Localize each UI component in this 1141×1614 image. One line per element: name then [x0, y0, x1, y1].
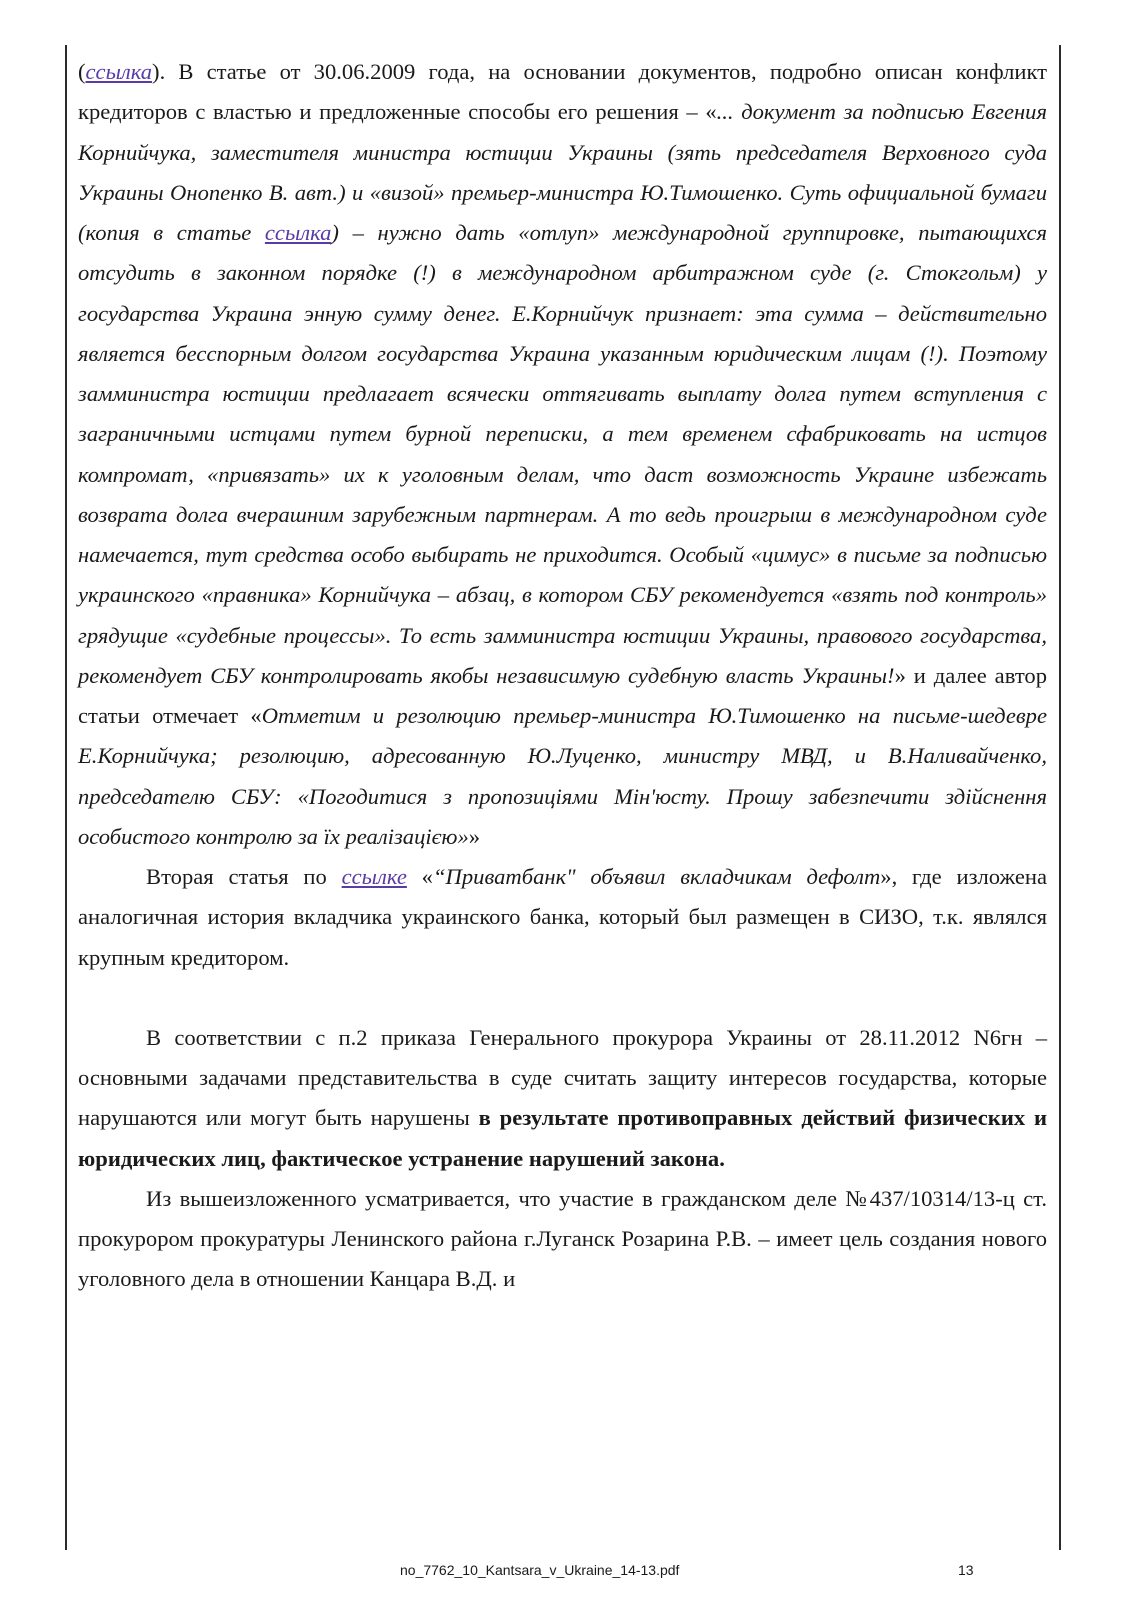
- paragraph-article-quote: [78, 52, 1047, 857]
- page-footer: [0, 1560, 1141, 1584]
- text-run: Из вышеизложенного усматривается, что участие в гражданском деле №437/10314/13-ц ст. прокурором прокуратуры Ленинского района г.Луганск Розарина Р.В. – имеет цель создания нового уголовного дела в отношении Канцара В.Д. и: [78, 1185, 1047, 1292]
- right-margin-rule: [1059, 45, 1061, 1550]
- text-run: ). В статье от 30.06.2009 года, на основании документов, подробно описан конфликт кредиторов с властью и предложенные способы его решения – «: [78, 59, 1047, 125]
- document-body: [78, 52, 1047, 1300]
- quoted-text: ... документ за подписью Евгения Корнийчука, заместителя министра юстиции Украины (зять председателя Верховного суда Украины Онопенко В. авт.) и «визой» премьер-министра Ю.Тимошенко. Суть официальной бумаги (копия в статье: [78, 99, 1047, 245]
- quoted-text: ) – нужно дать «отлуп» международной группировке, пытающихся отсудить в законном порядке (!) в международном арбитражном суде (г. Стокгольм) у государства Украина энную сумму денег. Е.Корнийчук признает: эта сумма – действительно является бесспорным долгом государства Украина указанным юридическим лицам (!). Поэтому замминистра юстиции предлагает всячески оттягивать выплату долга путем вступления с заграничными истцами путем бурной переписки, а тем временем сфабриковать на истцов компромат, «привязать» их к уголовным делам, что даст возможность Украине избежать возврата долга вчерашним зарубежным партнерам. А то ведь проигрыш в международном суде намечается, тут средства особо выбирать не приходится. Особый «цимус» в письме за подписью украинского «правника» Корнийчука – абзац, в котором СБУ рекомендуется «взять под контроль» грядущие «судебные процессы». То есть замминистра юстиции Украины, правового государства, рекомендует СБУ контролировать якобы независимую судебную власть Украины!: [78, 220, 1047, 688]
- page-number: 13: [958, 1562, 974, 1578]
- text-run: », где изложена аналогичная история вкладчика украинского банка, который был размещен в СИЗО, т.к. являлся крупным кредитором.: [78, 864, 1047, 970]
- paragraph-conclusion: [78, 1179, 1047, 1300]
- source-link-3[interactable]: ссылке: [341, 864, 407, 889]
- paragraph-prosecutor-order: [78, 1018, 1047, 1179]
- bold-emphasis: в результате противоправных действий физических и юридических лиц, фактическое устранение нарушений закона.: [78, 1105, 1047, 1171]
- paragraph-gap: [78, 978, 1047, 1018]
- text-run: (: [78, 59, 86, 84]
- text-run: «: [406, 864, 433, 889]
- text-run: »: [468, 823, 481, 849]
- text-run: Вторая статья по: [146, 864, 342, 889]
- text-run: В соответствии с п.2 приказа Генерального прокурора Украины от 28.11.2012 N6гн – основными задачами представительства в суде считать защиту интересов государства, которые нарушаются или могут быть нарушены: [78, 1024, 1047, 1131]
- quoted-text: Отметим и резолюцию премьер-министра Ю.Тимошенко на письме-шедевре Е.Корнийчука; резолюцию, адресованную Ю.Луценко, министру МВД, и В.Наливайченко, председателю СБУ: «Погодитися з пропозиціями Мін'юсту. Прошу забезпечити здійснення особистого контролю за їх реалізацією»: [78, 703, 1047, 849]
- left-margin-rule: [65, 45, 67, 1550]
- source-link-2[interactable]: ссылка: [264, 220, 332, 245]
- footer-filename: no_7762_10_Kantsara_v_Ukraine_14-13.pdf: [400, 1562, 680, 1578]
- quoted-title: “Приватбанк" объявил вкладчикам дефолт: [432, 864, 881, 889]
- source-link-1[interactable]: ссылка: [85, 59, 153, 84]
- text-run: » и далее автор статьи отмечает «: [78, 662, 1047, 728]
- paragraph-second-article: [78, 857, 1047, 978]
